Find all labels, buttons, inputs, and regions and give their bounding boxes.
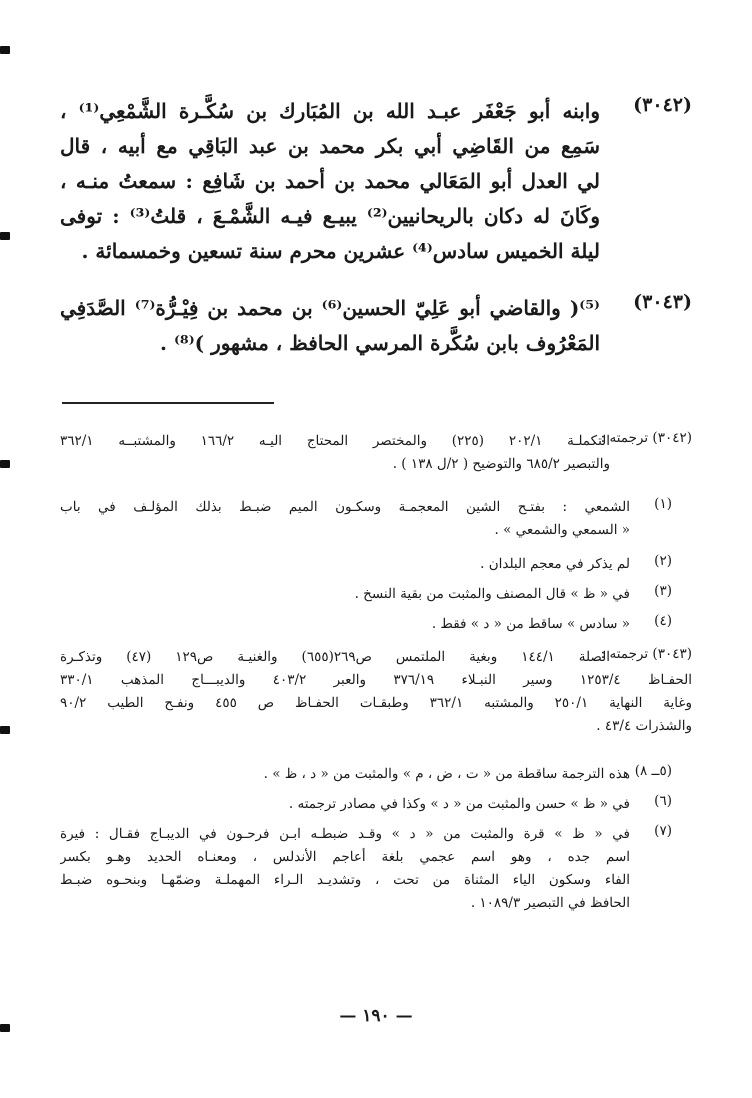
footnote-line: لم يذكر في معجم البلدان . [480,556,630,572]
footnote-7 [60,823,692,915]
footnote-separator [62,402,274,404]
page-number: — ١٩٠ — [339,1006,413,1026]
footnote-line: الحفـاظ ١٢٥٣/٤ وسير النبـلاء ٣٧٦/١٩ والعبر ٤٠٣/٢ والديبـــاج المذهب ٣٣٠/١ [60,672,692,688]
footnote-label: (٣٠٤٣) ترجمته : [600,646,692,662]
footnote-label: (٧) [654,823,672,839]
footnote-5-8 [60,763,692,786]
footnote-line: في « ظ » قرة والمثبت من « د » وقـد ضبطـه ابـن فرحـون في الديبـاج فقـال : فيرة [60,826,630,842]
entry-3043 [60,291,692,361]
footnote-3042 [60,430,692,476]
scan-margin-mark [0,460,10,468]
footnote-4 [60,613,692,636]
entry-number: (٣٠٤٣) [633,291,692,313]
footnote-line: اسم جده ، وهو اسم عجمي بلغة أعاجم الأندلس ، ومعنـاه الحديد وهـو بكسر [60,849,630,865]
entry-line: سَمِع من القَاضِي أبي بكر محمد بن عبد البَاقِي مع أبيه ، قال [60,134,600,158]
footnote-line: « سادس » ساقط من « د » فقط . [431,616,630,632]
footnote-line: التكملـة ٢٠٢/١ (٢٢٥) والمختصر المحتاج اليـه ١٦٦/٢ والمشتبــه ٣٦٢/١ [60,433,610,449]
entry-line: ليلة الخميس سادس⁽⁴⁾ عشرين محرم سنة تسعين وخمسمائة . [81,239,600,263]
entry-number: (٣٠٤٢) [633,94,692,116]
entry-line: لي العدل أبو المَعَالي محمد بن أحمد بن شَافِع : سمعتُ منـه ، [60,169,600,193]
entry-line: وابنه أبو جَعْفَر عبـد الله بن المُبَارك بن سُكَّـرة الشَّمْعِي⁽¹⁾ ، [60,99,600,123]
footnote-line: والشذرات ٤٣/٤ . [596,718,692,734]
footnote-line: « السمعي والشمعي » . [494,522,630,538]
footnote-label: (٣٠٤٢) ترجمته : [600,430,692,446]
footnote-line: الشمعي : بفتـح الشين المعجمـة وسكـون الميم ضبـط بذلك المؤلـف في باب [60,499,630,515]
entry-3042 [60,94,692,269]
footnote-label: (٤) [654,613,672,629]
scan-margin-mark [0,232,10,240]
footnote-line: وغاية النهاية ٢٥٠/١ والمشتبه ٣٦٢/١ وطبقـات الحفـاظ ص ٤٥٥ ونفـح الطيب ٩٠/٢ [60,695,692,711]
entry-line: وكَانَ له دكان بالريحانيين⁽²⁾ يبيـع فيـه الشَّمْـعَ ، قلتُ⁽³⁾ : توفى [60,204,600,228]
footnote-label: (٢) [654,553,672,569]
footnote-6 [60,793,692,816]
footnote-line: والتبصير ٦٨٥/٢ والتوضيح ( ٢/ل ١٣٨ ) . [392,456,610,472]
footnote-label: (٣) [654,583,672,599]
footnote-line: الفاء وسكون الياء المثناة من تحت ، وتشديـد الـراء المهملـة وضمّهـا وبنحـوه ضبـط [60,872,630,888]
entry-line: المَعْرُوف بابن سُكَّرة المرسي الحافظ ، مشهور )⁽⁸⁾ . [160,331,600,355]
footnote-label: (٥ــ ٨) [634,763,672,779]
entry-line: ⁽⁵⁾( والقاضي أبو عَلِيّ الحسين⁽⁶⁾ بن محمد بن فِيْـرُّة⁽⁷⁾ الصَّدَفِي [60,296,600,320]
footnote-line: هذه الترجمة ساقطة من « ت ، ض ، م » والمثبت من « د ، ظ » . [263,766,630,782]
scan-margin-mark [0,726,10,734]
footnote-line: الحافظ في التبصير ١٠٨٩/٣ . [470,895,630,911]
footnote-1 [60,496,692,542]
footnote-line: الصلة ١٤٤/١ وبغية الملتمس ص٢٦٩(٦٥٥) والغنيـة ص١٢٩ (٤٧) وتذكـرة [60,649,610,665]
footnote-line: في « ظ » حسن والمثبت من « د » وكذا في مصادر ترجمته . [288,796,630,812]
footnote-3043 [60,646,692,738]
footnote-label: (٦) [654,793,672,809]
scan-margin-mark [0,46,10,54]
footnote-3 [60,583,692,606]
footnote-line: في « ظ » قال المصنف والمثبت من بقية النسخ . [354,586,630,602]
footnote-label: (١) [654,496,672,512]
footnote-2 [60,553,692,576]
